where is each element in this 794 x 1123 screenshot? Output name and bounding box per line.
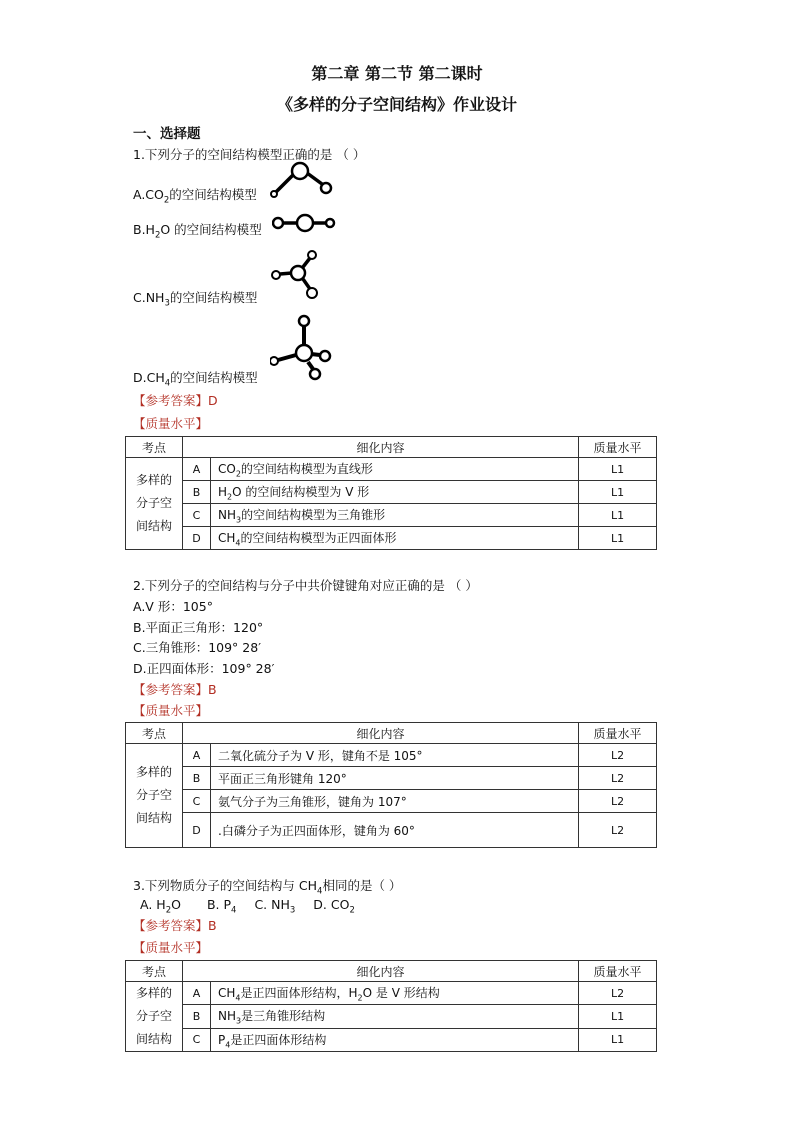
table-row: B $NH_3$是三角锥形结构 L1 bbox=[126, 1005, 657, 1028]
co2-model-image bbox=[270, 160, 340, 200]
q2-quality-label: 【质量水平】 bbox=[133, 703, 209, 718]
q3-option-b: B. $P_4$ bbox=[206, 897, 237, 916]
table-row: 多样的分子空间结构 A $CO_2$的空间结构模型为直线形 L1 bbox=[126, 458, 657, 481]
table-header-row: 考点 细化内容 质量水平 bbox=[126, 961, 657, 982]
table-row: C $P_4$是正四面体形结构 L1 bbox=[126, 1028, 657, 1051]
q1-option-d: $D.CH_4$的空间结构模型 bbox=[133, 370, 258, 389]
q2-answer: 【参考答案】B bbox=[133, 682, 217, 697]
topic-cell: 多样的分子空间结构 bbox=[126, 982, 183, 1052]
table-row: 多样的分子空间结构 A $CH_4$是正四面体形结构，$H_2O$ 是 V 形结构 L2 bbox=[126, 982, 657, 1005]
table-row: B $H_2O$ 的空间结构模型为 V 形 L1 bbox=[126, 481, 657, 504]
q1-quality-label: 【质量水平】 bbox=[133, 416, 209, 431]
q2-option-c: C.三角锥形：109° 28′ bbox=[133, 640, 262, 655]
h2o-model-image bbox=[272, 210, 338, 236]
table-header-row: 考点 细化内容 质量水平 bbox=[126, 723, 657, 744]
page-title-line2: 《多样的分子空间结构》作业设计 bbox=[276, 95, 517, 114]
q2-quality-table bbox=[125, 722, 657, 848]
q3-options bbox=[140, 897, 355, 916]
header-level: 质量水平 bbox=[579, 437, 657, 458]
table-row: B 平面正三角形键角 120° L2 bbox=[126, 767, 657, 790]
q3-option-c: C. $NH_3$ bbox=[254, 897, 296, 916]
nh3-model-image bbox=[270, 250, 330, 302]
topic-cell: 多样的分子空间结构 bbox=[126, 744, 183, 848]
topic-cell: 多样的分子空间结构 bbox=[126, 458, 183, 550]
q1-option-a: $A.CO_2$的空间结构模型 bbox=[133, 187, 257, 206]
table-row: C 氨气分子为三角锥形，键角为 107° L2 bbox=[126, 790, 657, 813]
q1-option-b: $B.H_2O$ 的空间结构模型 bbox=[133, 222, 262, 241]
table-row: D $CH_4$的空间结构模型为正四面体形 L1 bbox=[126, 527, 657, 550]
header-content: 细化内容 bbox=[183, 437, 579, 458]
header-topic: 考点 bbox=[126, 437, 183, 458]
table-row: C $NH_3$的空间结构模型为三角锥形 L1 bbox=[126, 504, 657, 527]
q1-quality-table bbox=[125, 436, 657, 550]
q3-quality-label: 【质量水平】 bbox=[133, 940, 209, 955]
q1-stem: 1.下列分子的空间结构模型正确的是 （ ） bbox=[133, 147, 366, 162]
ch4-model-image bbox=[270, 312, 336, 384]
q1-option-c: $C.NH_3$的空间结构模型 bbox=[133, 290, 258, 309]
q1-answer: 【参考答案】D bbox=[133, 393, 218, 408]
q3-option-a: A. $H_2O$ bbox=[140, 897, 181, 916]
q2-stem: 2.下列分子的空间结构与分子中共价键键角对应正确的是 （ ） bbox=[133, 578, 478, 593]
table-row: D .白磷分子为正四面体形，键角为 60° L2 bbox=[126, 813, 657, 848]
section-title: 一、选择题 bbox=[133, 126, 201, 142]
table-row: 多样的分子空间结构 A 二氧化硫分子为 V 形，键角不是 105° L2 bbox=[126, 744, 657, 767]
q3-stem: 3.下列物质分子的空间结构与 $CH_4$相同的是（ ） bbox=[133, 878, 402, 897]
q2-option-b: B.平面正三角形：120° bbox=[133, 620, 264, 635]
q3-answer: 【参考答案】B bbox=[133, 918, 217, 933]
q2-option-a: A.V 形：105° bbox=[133, 599, 213, 614]
q3-quality-table bbox=[125, 960, 657, 1052]
q2-option-d: D.正四面体形：109° 28′ bbox=[133, 661, 275, 676]
q3-option-d: D. $CO_2$ bbox=[313, 897, 355, 916]
page-title-line1: 第二章 第二节 第二课时 bbox=[311, 64, 483, 83]
table-header-row bbox=[126, 437, 657, 458]
